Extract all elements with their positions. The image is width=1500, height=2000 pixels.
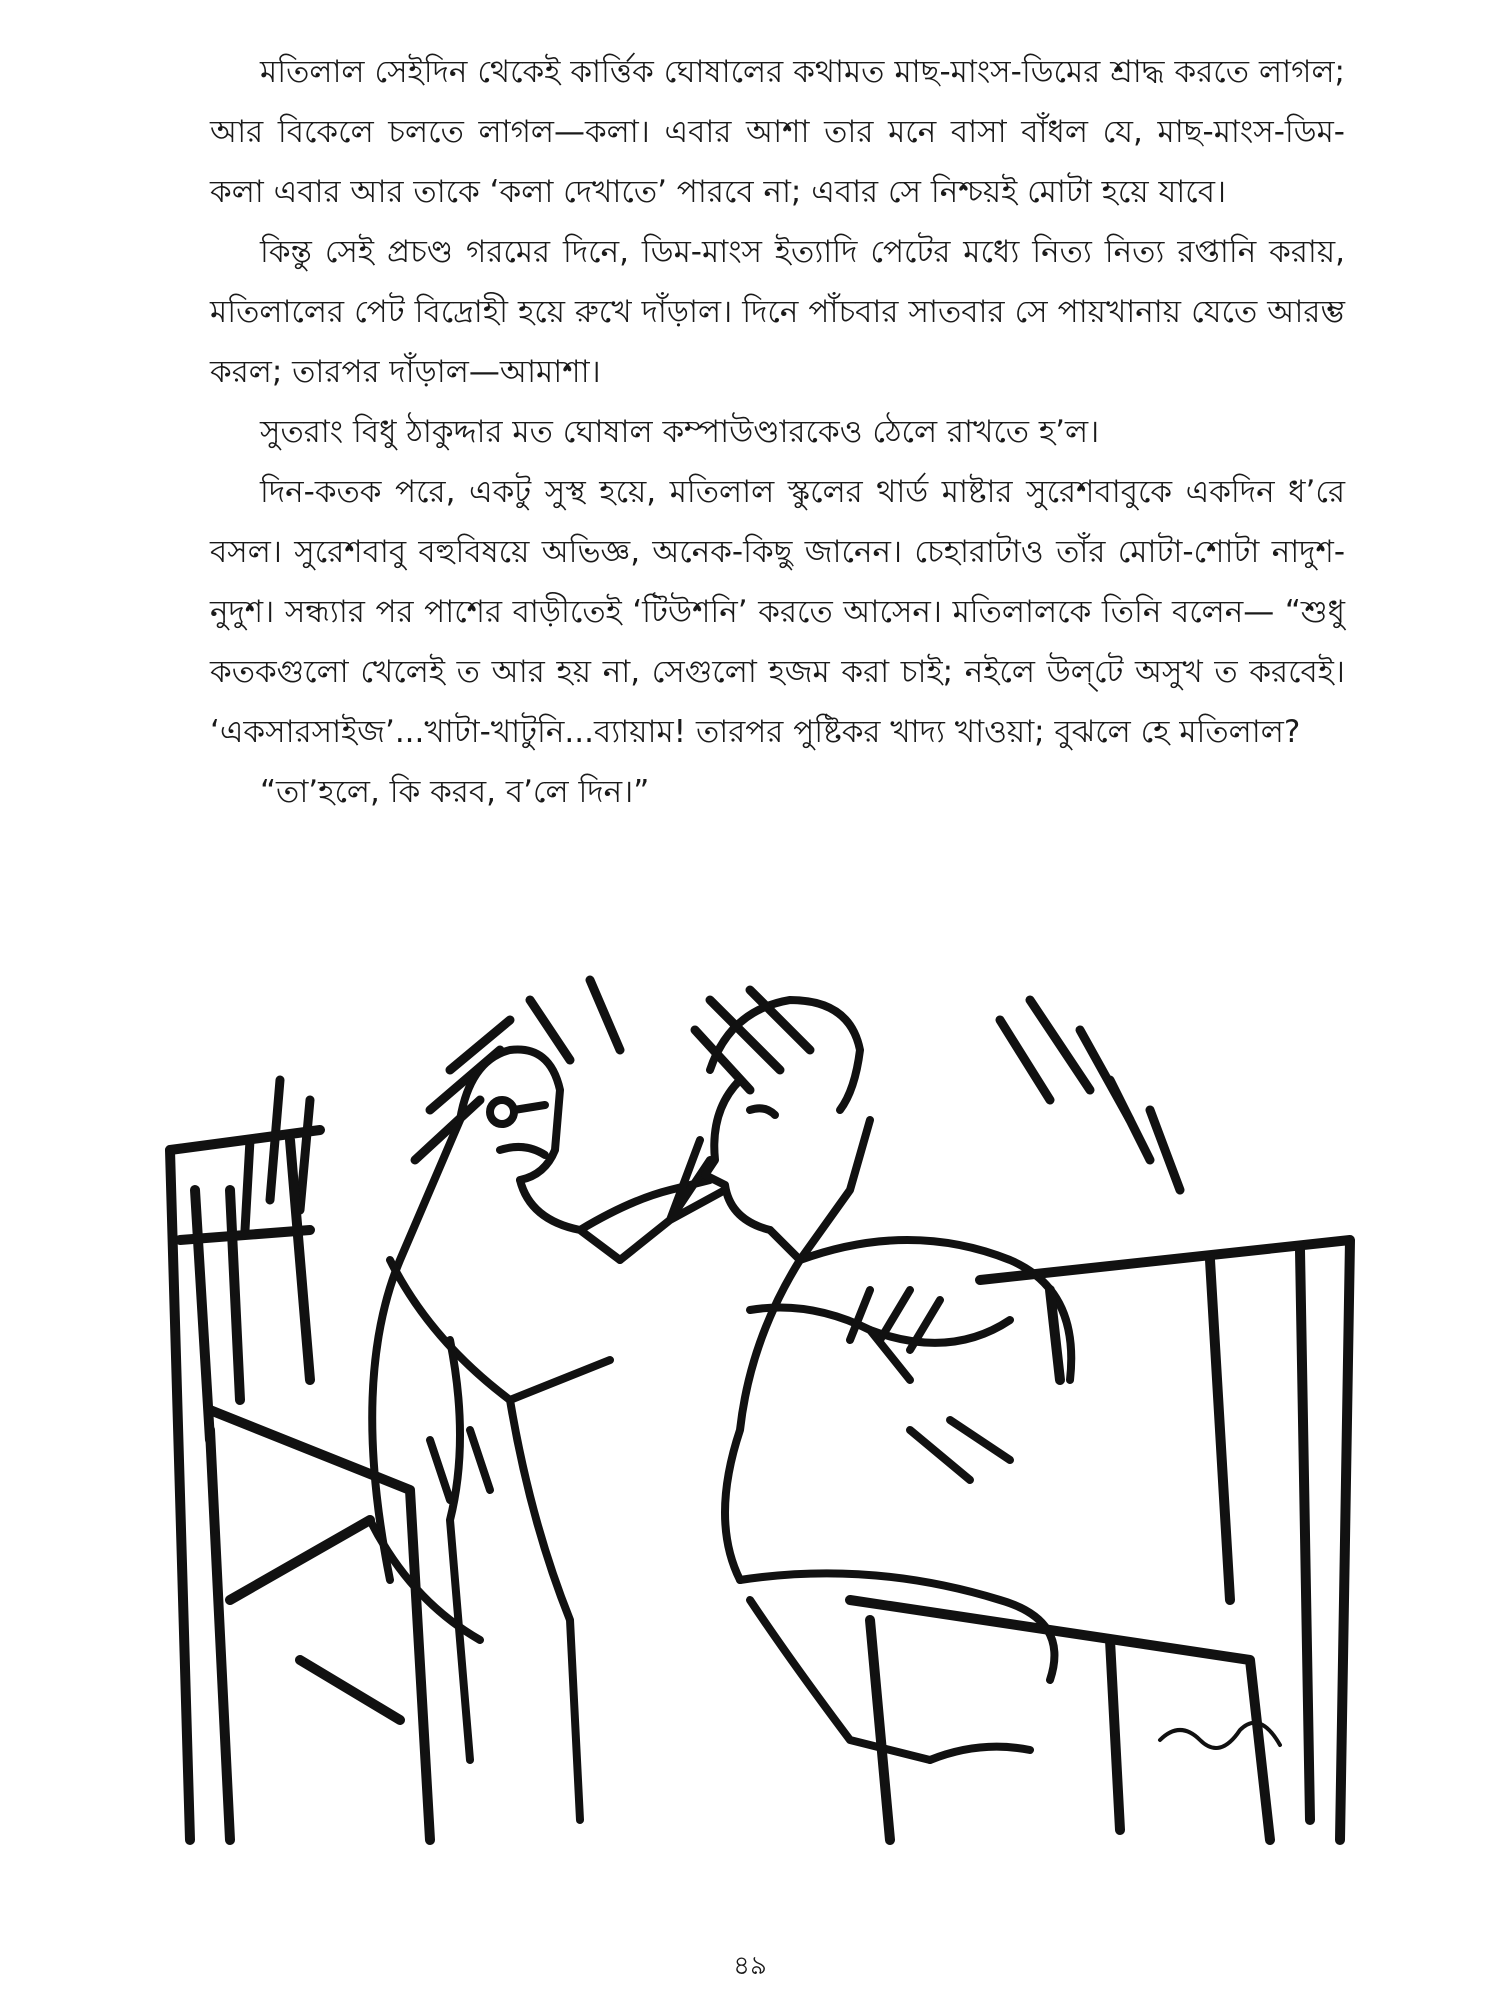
paragraph-1: মতিলাল সেইদিন থেকেই কার্ত্তিক ঘোষালের কথামত মাছ-মাংস-ডিমের শ্রাদ্ধ করতে লাগল; আর বিকেলে চলতে লাগল—কলা। এবার আশা তার মনে বাসা বাঁধল যে, মাছ-মাংস-ডিম-কলা এবার আর তাকে ‘কলা দেখাতে’ পারবে না; এবার সে নিশ্চয়ই মোটা হয়ে যাবে। (210, 54, 1345, 210)
illustration (150, 960, 1380, 1860)
paragraph-5: “তা’হলে, কি করব, ব’লে দিন।” (260, 774, 650, 810)
paragraph-3: সুতরাং বিধু ঠাকুদ্দার মত ঘোষাল কম্পাউণ্ডারকেও ঠেলে রাখতে হ’ল। (260, 414, 1100, 450)
right-man (705, 1000, 1071, 1760)
left-chair (170, 1130, 430, 1840)
page-number: ৪৯ (733, 1951, 767, 1981)
paragraph-2: কিন্তু সেই প্রচণ্ড গরমের দিনে, ডিম-মাংস ইত্যাদি পেটের মধ্যে নিত্য নিত্য রপ্তানি করায়, মতিলালের পেট বিদ্রোহী হয়ে রুখে দাঁড়াল। দিনে পাঁচবার সাতবার সে পায়খানায় যেতে আরম্ভ করল; তারপর দাঁড়াল—আমাশা। (210, 234, 1345, 390)
body-text (210, 42, 1345, 822)
ink-illustration-icon (150, 960, 1380, 1860)
paragraph-4: দিন-কতক পরে, একটু সুস্থ হয়ে, মতিলাল স্কুলের থার্ড মাষ্টার সুরেশবাবুকে একদিন ধ’রে বসল। সুরেশবাবু বহুবিষয়ে অভিজ্ঞ, অনেক-কিছু জানেন। চেহারাটাও তাঁর মোটা-শোটা নাদুশ-নুদুশ। সন্ধ্যার পর পাশের বাড়ীতেই ‘টিউশনি’ করতে আসেন। মতিলালকে তিনি বলেন— “শুধু কতকগুলো খেলেই ত আর হয় না, সেগুলো হজম করা চাই; নইলে উল্‌টে অসুখ ত করবেই। ‘একসারসাইজ’...খাটা-খাটুনি...ব্যায়াম! তারপর পুষ্টিকর খাদ্য খাওয়া; বুঝলে হে মতিলাল? (210, 474, 1345, 750)
